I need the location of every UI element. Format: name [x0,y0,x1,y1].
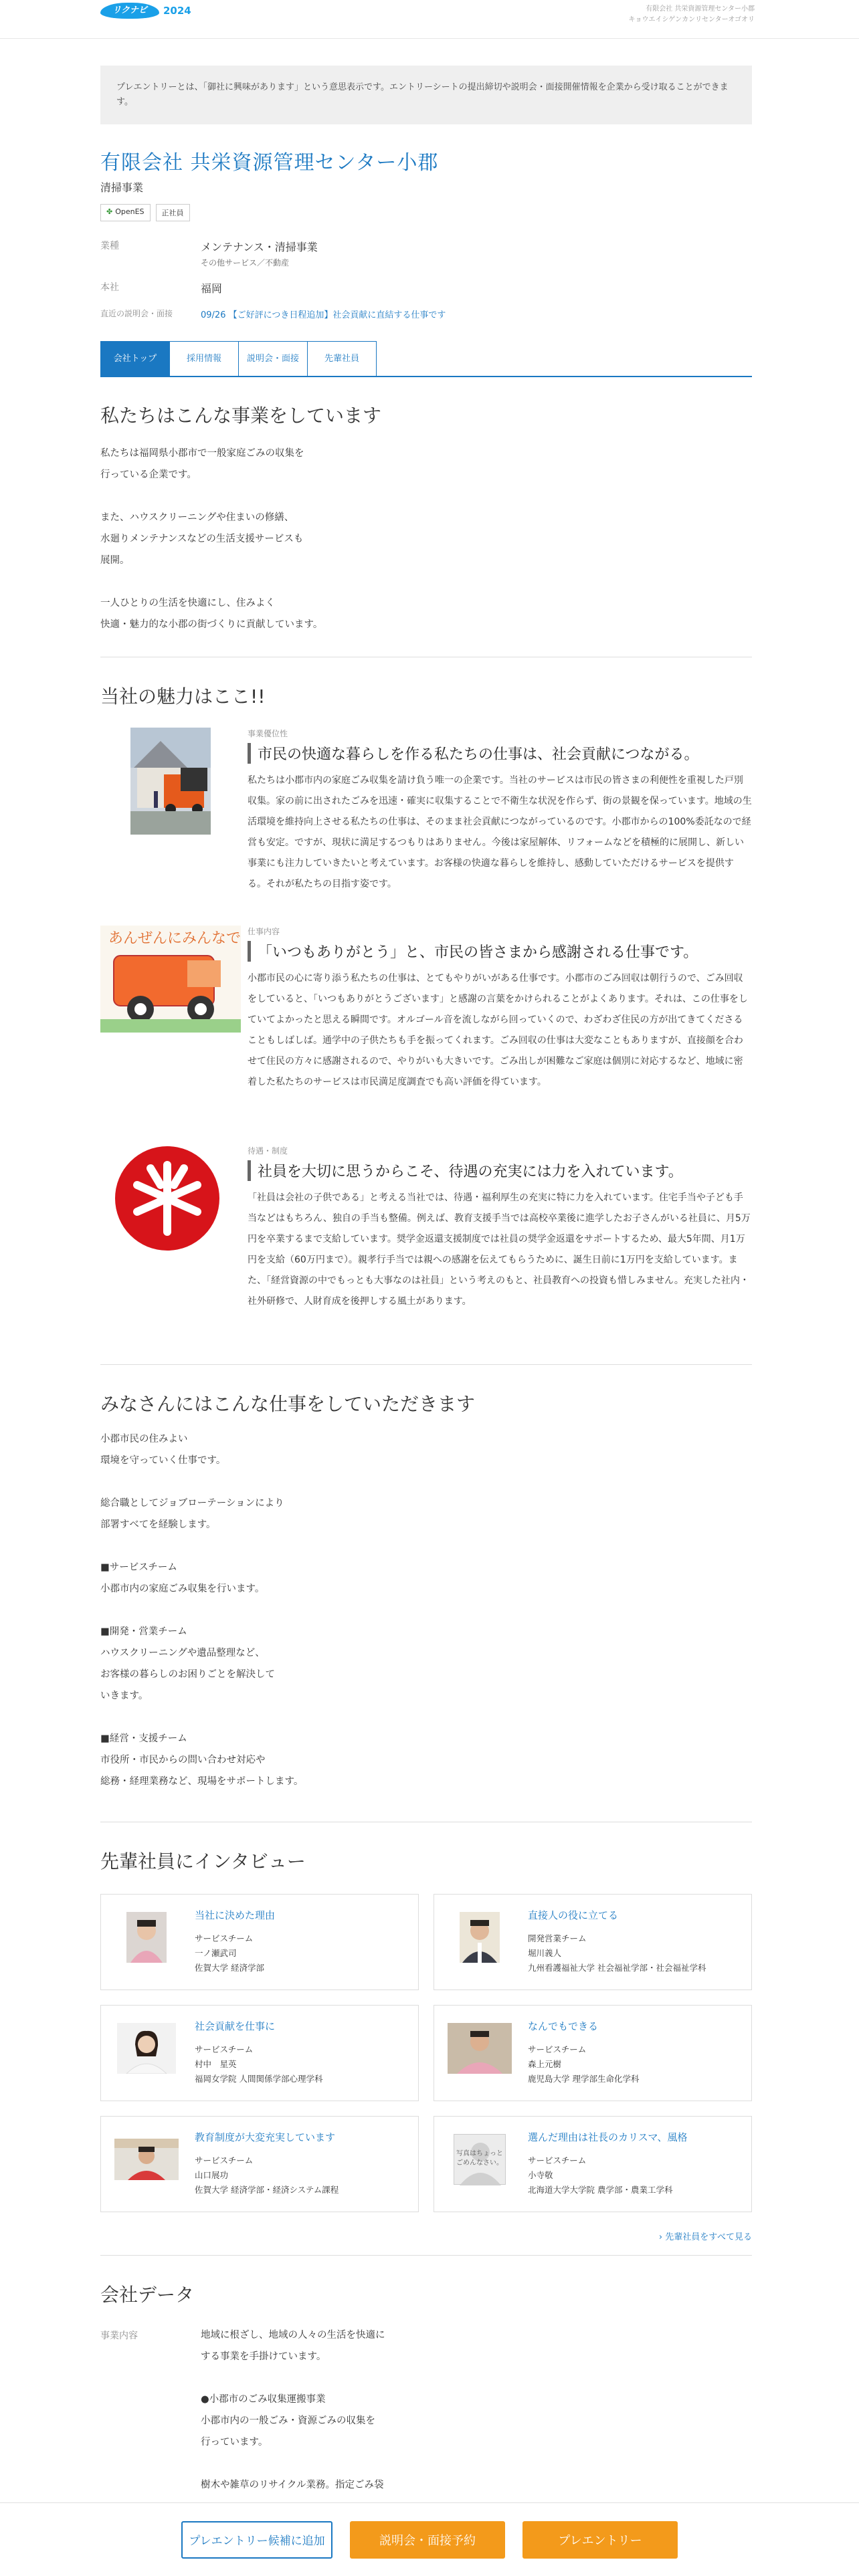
business-title: 私たちはこんな事業をしています [100,405,382,427]
site-header [0,0,859,39]
employee-team: サービスチーム [195,1933,254,1943]
employee-team: 開発営業チーム [528,1933,587,1943]
employee-photo [114,2022,179,2075]
employee-school: 九州看護福祉大学 社会福祉学部・社会福祉学科 [528,1963,706,1973]
leaf-icon: ✤ [106,207,113,216]
appeal-label: 待遇・制度 [248,1146,288,1156]
info-value: メンテナンス・清掃事業 [201,241,318,253]
divider [100,2255,752,2256]
interview-card[interactable] [100,1894,419,1990]
info-row-industry [100,239,752,268]
svg-text:あんぜんにみんなで: あんぜんにみんなで [108,930,241,947]
work-text: 小郡市民の住みよい 環境を守っていく仕事です。 総合職としてジョブローテーションにより 部署すべてを経験します。 ■サービスチーム 小郡市内の家庭ごみ収集を行います。 ■開発・営業チーム ハウスクリーニングや遺品整理など、 お客様の暮らしのお困りごとを解決して いきます。 ■経営・支援チーム 市役所・市民からの問い合わせ対応や 総務・経理業務など、現場をサポートします。 [100,1434,304,1787]
interview-card[interactable] [434,2005,752,2101]
employee-team: サービスチーム [528,2155,587,2165]
info-row-event [100,308,752,320]
header-company-info [629,4,755,25]
info-row-hq [100,280,752,296]
appeal-heading: 「いつもありがとう」と、市民の皆さまから感謝される仕事です。 [248,941,752,962]
see-all-seniors-link[interactable]: › 先輩社員をすべて見る [658,2232,752,2242]
header-company-name: 有限会社 共栄資源管理センター小郡 [646,5,755,13]
no-photo-placeholder [448,2133,512,2186]
event-link[interactable]: 09/26 【ご好評につき日程追加】社会貢献に直結する仕事です [201,310,446,320]
employee-team: サービスチーム [528,2044,587,2054]
appeal-item [100,1145,752,1346]
appeal-title-wrap [100,682,752,709]
pre-entry-notice: プレエントリーとは、「御社に興味があります」という意思表示です。エントリーシートの提出締切や説明会・面接開催情報を企業から受け取ることができます。 [100,66,752,124]
appeal-item [100,926,752,1126]
garbage-truck-photo [100,728,241,835]
appeal-item [100,728,752,901]
appeal-body: 「社員は会社の子供である」と考える当社では、待遇・福利厚生の充実に特に力を入れています。住宅手当や子ども手当などはもちろん、独自の手当も整備。例えば、教育支援手当では高校卒業後に進学したお子さんがいる社員に、月5万円を卒業するまで支給しています。奨学金返還支援制度では社員の奨学金返還をサポートするため、最大5年間、月1万円を支給（60万円まで）。親孝行手当では親への感謝を伝えてもらうために、誕生日前に1万円を支給しています。また、「経営資源の中でもっとも大事なのは社員」という考えのもと、社員教育への投資も惜しみません。充実した社内・社外研修で、人財育成を後押しする風土があります。 [248,1192,751,1307]
employee-school: 佐賀大学 経済学部 [195,1963,264,1973]
employee-name: 小寺敬 [528,2170,553,2180]
employee-photo [114,2133,179,2186]
pre-entry-button[interactable]: プレエントリー [522,2521,678,2559]
bottom-action-bar [0,2502,859,2576]
company-category: 清掃事業 [100,181,144,194]
info-key: 本社 [100,282,119,293]
tab-seniors[interactable]: 先輩社員 [307,341,377,376]
employee-school: 福岡女学院 人間関係学部心理学科 [195,2074,323,2084]
employee-photo [448,2022,512,2075]
company-tabs [100,341,752,377]
info-subvalue: その他サービス／不動産 [201,258,290,267]
child-drawing-image [100,926,241,1033]
employee-team: サービスチーム [195,2155,254,2165]
tab-seminar[interactable]: 説明会・面接 [238,341,308,376]
interview-card-title[interactable]: なんでもできる [528,2020,599,2032]
data-value-business: 地域に根ざし、地域の人々の生活を快適に する事業を手掛けています。 ●小郡市のごみ収集運搬事業 小郡市内の一般ごみ・資源ごみの収集を 行っています。 樹木や雑草のリサイクル業務。指定ごみ袋 [201,2330,385,2490]
interview-section [100,1847,752,2242]
appeal-heading: 社員を大切に思うからこそ、待遇の充実には力を入れています。 [248,1160,752,1181]
business-section [100,401,752,635]
tab-company-top[interactable]: 会社トップ [100,341,170,376]
info-key: 業種 [100,241,119,251]
info-value: 福岡 [201,282,223,295]
work-title: みなさんにはこんな仕事をしていただきます [100,1393,476,1415]
appeal-body: 小郡市民の心に寄り添う私たちの仕事は、とてもやりがいがある仕事です。小郡市のごみ回収は朝行うので、ごみ回収をしていると、「いつもありがとうございます」と感謝の言葉をかけられることがよくあります。それは、この仕事をしていてよかったと思える瞬間です。オルゴール音を流しながら回っていくので、わざわざ住民の方が出てきてくださることもしばしば。通学中の子供たちも手を振ってくれます。ごみ回収の仕事は大変なこともありますが、直接顔を合わせて住民の方々に感謝されるので、やりがいも大きいです。ごみ出しが困難なご家庭は個別に対応するなど、地域に密着した私たちのサービスは市民満足度調査でも高い評価を得ています。 [248,973,748,1087]
interview-cards [100,1894,752,2212]
company-info-table [100,239,752,320]
appeal-heading: 市民の快適な暮らしを作る私たちの仕事は、社会貢献につながる。 [248,743,752,764]
info-key: 直近の説明会・面接 [100,309,173,318]
company-tags [100,204,752,221]
employee-name: 村中 星英 [195,2059,237,2069]
employee-school: 北海道大学大学院 農学部・農業工学科 [528,2185,673,2195]
interview-card-title[interactable]: 選んだ理由は社長のカリスマ、風格 [528,2131,688,2143]
logo-year: 2024 [163,5,191,17]
add-to-candidates-button[interactable]: プレエントリー候補に追加 [181,2521,332,2559]
interview-card-title[interactable]: 当社に決めた理由 [195,1909,276,1921]
interview-card[interactable] [434,1894,752,1990]
employee-photo [448,1911,512,1964]
employee-name: 一ノ瀬武司 [195,1948,237,1958]
interview-card-title[interactable]: 直接人の役に立てる [528,1909,619,1921]
employee-school: 鹿児島大学 理学部生命化学科 [528,2074,640,2084]
employee-name: 山口展功 [195,2170,229,2180]
employee-school: 佐賀大学 経済学部・経済システム課程 [195,2185,339,2195]
company-data-title: 会社データ [100,2284,195,2306]
employee-photo [114,1911,179,1964]
interview-card[interactable] [100,2005,419,2101]
appeal-title: 当社の魅力はここ!! [100,685,266,708]
appeal-label: 事業優位性 [248,729,288,738]
employee-name: 森上元樹 [528,2059,562,2069]
logo-mark: リクナビ [100,3,159,19]
tab-recruitment[interactable]: 採用情報 [169,341,239,376]
work-section [100,1390,752,1792]
company-name: 有限会社 共栄資源管理センター小郡 [100,151,439,175]
company-emblem-logo [100,1145,241,1252]
rikunabi-logo[interactable] [100,3,191,19]
data-key-business: 事業内容 [100,2331,138,2341]
arrow-icon: › [658,2232,663,2242]
interview-title: 先輩社員にインタビュー [100,1850,306,1872]
header-company-kana: キョウエイシゲンカンリセンターオゴオリ [628,16,755,23]
employee-name: 堀川義人 [528,1948,562,1958]
tag-fulltime: 正社員 [156,204,190,221]
placeholder-text: 写真はちょっと ごめんなさい。 [456,2150,503,2167]
divider [100,1364,752,1365]
interview-card[interactable] [434,2116,752,2212]
appeal-label: 仕事内容 [248,927,280,936]
interview-card-title[interactable]: 社会貢献を仕事に [195,2020,276,2032]
interview-card[interactable] [100,2116,419,2212]
interview-card-title[interactable]: 教育制度が大変充実しています [195,2131,336,2143]
company-data-section [100,2280,752,2496]
appeal-body: 私たちは小郡市内の家庭ごみ収集を請け負う唯一の企業です。当社のサービスは市民の皆さまの利便性を重視した戸別収集。家の前に出されたごみを迅速・確実に収集することで不衛生な状況を作らず、街の景観を保っています。地域の生活環境を維持向上させる私たちの仕事は、そのまま社会貢献につながっているのです。小郡市からの100%委託なので経営も安定。ですが、現状に満足するつもりはありません。今後は家屋解体、リフォームなどを積極的に展開し、新しい事業にも注力していきたいと考えています。お客様の快適な暮らしを維持し、感動していただけるサービスを提供する。それが私たちの目指す姿です。 [248,775,752,889]
employee-team: サービスチーム [195,2044,254,2054]
seminar-reservation-button[interactable]: 説明会・面接予約 [350,2521,505,2559]
tag-openes: ✤ OpenES [100,204,151,221]
company-summary [100,146,752,332]
business-text: 私たちは福岡県小郡市で一般家庭ごみの収集を 行っている企業です。 また、ハウスクリーニングや住まいの修繕、 水廻りメンテナンスなどの生活支援サービスも 展開。 一人ひとりの生活を快適にし、住みよく 快適・魅力的な小郡の街づくりに貢献しています。 [100,448,323,630]
